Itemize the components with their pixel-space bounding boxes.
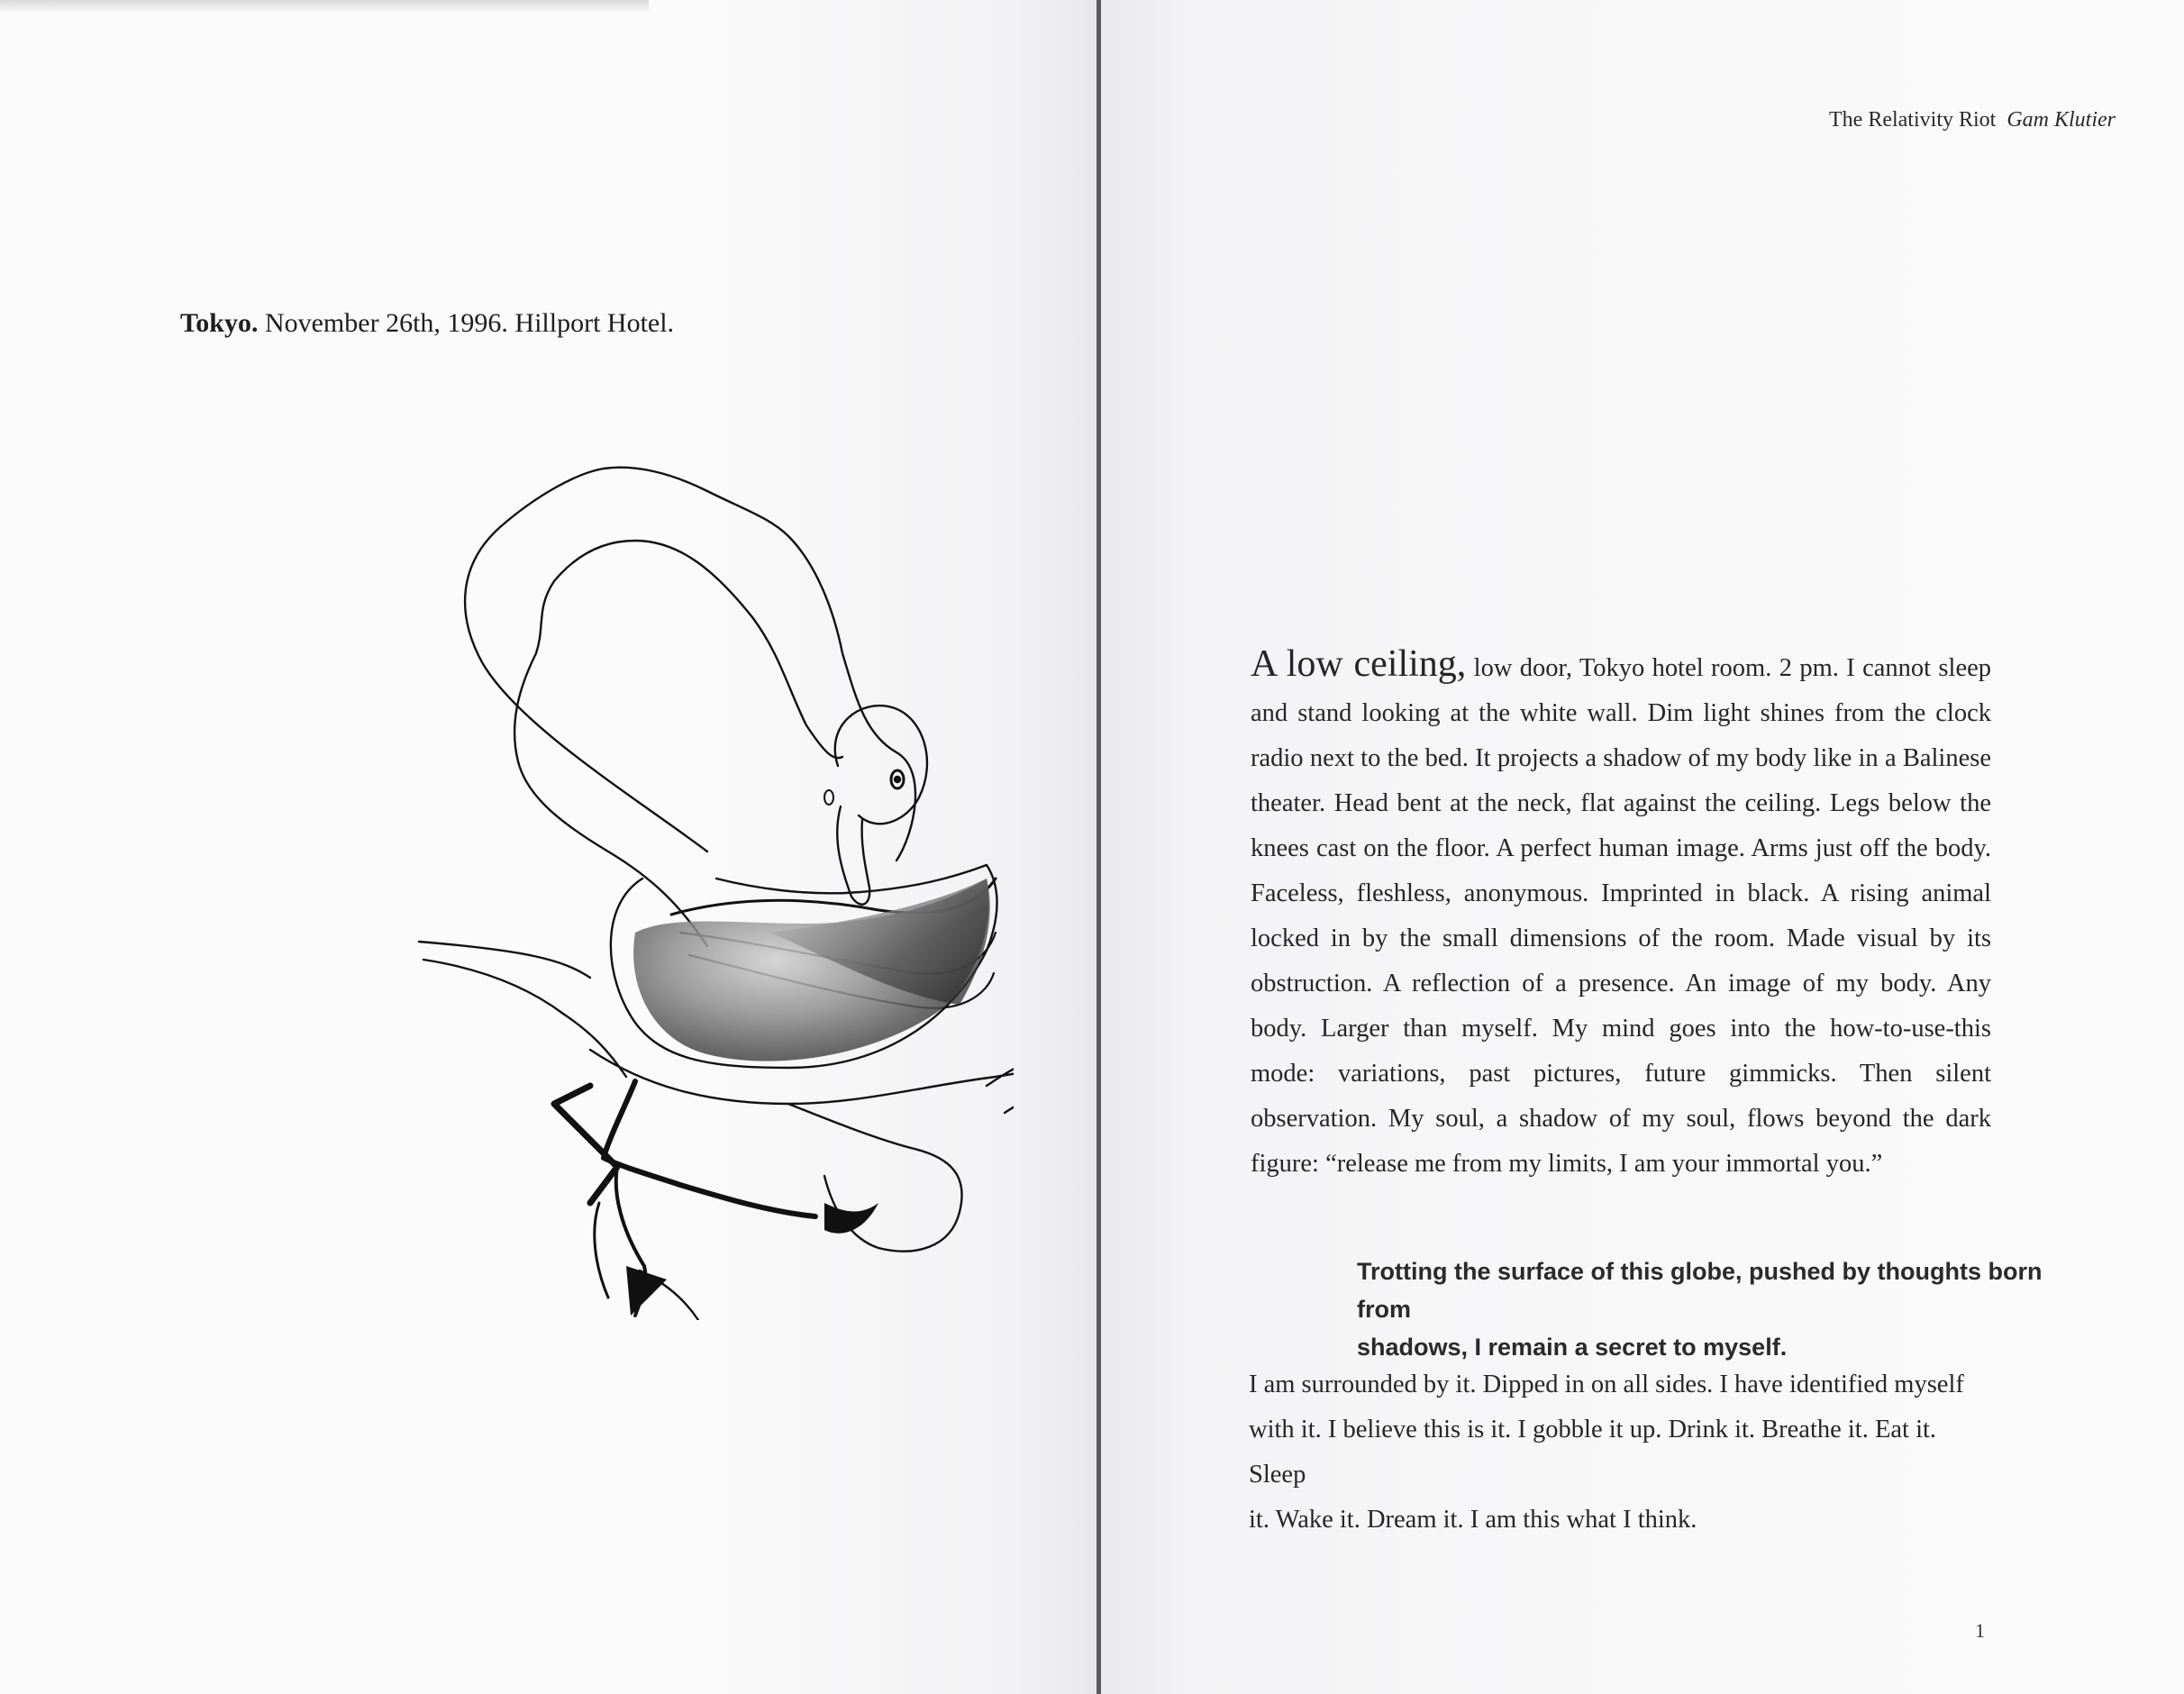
page-corner-shadow (0, 0, 649, 13)
main-paragraph (1251, 642, 1991, 1187)
pull-quote-line: Trotting the surface of this globe, pushed by thoughts born from (1357, 1258, 2043, 1323)
paragraph-line: it. Wake it. Dream it. I am this what I think. (1249, 1506, 1697, 1534)
lead-in-phrase: A low ceiling, (1251, 643, 1467, 685)
dateline-city: Tokyo. (180, 308, 259, 338)
second-paragraph (1249, 1362, 1991, 1543)
dateline (180, 308, 674, 339)
pull-quote (1357, 1252, 2078, 1366)
dateline-details: November 26th, 1996. Hillport Hotel. (258, 308, 675, 338)
paragraph-line: with it. I believe this is it. I gobble it up. Drink it. Breathe it. Eat it. Sleep (1249, 1416, 1937, 1489)
pull-quote-line: shadows, I remain a secret to myself. (1357, 1334, 1788, 1361)
running-head-author: Gam Klutier (2007, 108, 2116, 132)
swan-drawing-icon (410, 455, 1014, 1320)
running-head-title: The Relativity Riot (1829, 108, 1997, 132)
paragraph-text: low door, Tokyo hotel room. 2 pm. I cannot sleep and stand looking at the white wall. Dim light shines from the clock radio next to the bed. It projects a shadow of my body like in a Balinese theater. Head bent at the neck, flat against the ceiling. Legs below the knees cast on the floor. A perfect human image. Arms just off the body. Faceless, fleshless, anonymous. Imprinted in black. A rising animal locked in by the small dimensions of the room. Made visual by its obstruction. A reflection of a presence. An image of my body. Any body. Larger than myself. My mind goes into the how-to-use-this mode: variations, past pictures, future gimmicks. Then silent observation. My soul, a shadow of my soul, flows beyond the dark figure: “release me from my limits, I am your immortal you.” (1251, 654, 1991, 1178)
paragraph-line: I am surrounded by it. Dipped in on all sides. I have identified myself (1249, 1371, 1964, 1398)
running-head (1829, 108, 2116, 132)
page-number: 1 (1975, 1619, 1985, 1642)
